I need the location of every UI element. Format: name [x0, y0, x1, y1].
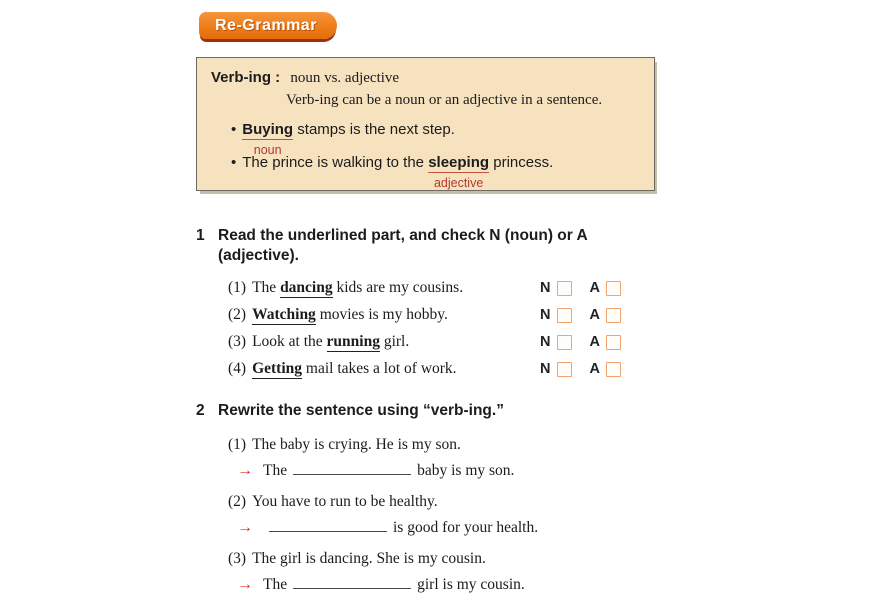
exercise-2-item-3 [228, 549, 656, 595]
adjective-checkbox[interactable] [606, 335, 621, 350]
sentence-post: kids are my cousins. [332, 279, 464, 296]
item-number: (3) [228, 333, 247, 350]
adjective-label: A [589, 334, 600, 350]
noun-checkbox[interactable] [557, 335, 572, 350]
re-grammar-badge [199, 12, 337, 39]
item-sentence [228, 360, 457, 378]
highlighted-word [242, 121, 294, 157]
item-sentence [228, 333, 409, 351]
check-options [540, 280, 621, 296]
item-answer-line [237, 518, 656, 538]
bullet-icon: • [231, 154, 237, 171]
noun-annotation: noun [253, 143, 282, 157]
exercise-2-item-1 [228, 435, 656, 481]
sentence-text: The girl is dancing. She is my cousin. [252, 550, 486, 567]
answer-blank[interactable] [269, 518, 387, 532]
example-text-post: princess. [489, 154, 554, 171]
sentence-post: movies is my hobby. [315, 306, 448, 323]
answer-blank[interactable] [293, 575, 411, 589]
example-text-pre: The prince is walking to the [242, 154, 429, 171]
arrow-icon: → [237, 462, 253, 479]
exercise-1-item-1 [228, 278, 621, 298]
sentence-pre: Look at the [252, 333, 327, 350]
noun-label: N [540, 307, 551, 323]
rule-title: Verb-ing : [211, 69, 281, 86]
underlined-word: dancing [280, 279, 333, 296]
example-noun [231, 120, 640, 157]
noun-label: N [540, 361, 551, 377]
answer-pre: The [263, 462, 288, 479]
highlighted-word [428, 154, 490, 190]
exercise-title: Rewrite the sentence using “verb-ing.” [218, 402, 504, 419]
exercise-title: Read the underlined part, and check N (noun) or A (adjective). [218, 227, 588, 264]
exercise-1-items [228, 278, 621, 379]
sentence-pre: The [252, 279, 281, 296]
item-number: (4) [228, 360, 247, 377]
noun-option [540, 307, 571, 323]
answer-post: baby is my son. [417, 462, 515, 479]
check-options [540, 361, 621, 377]
highlighted-word-text: Buying [242, 121, 294, 138]
answer-post: girl is my cousin. [417, 576, 525, 593]
arrow-icon: → [237, 519, 253, 536]
exercise-number: 2 [196, 402, 205, 419]
adjective-option [590, 334, 621, 350]
sentence-post: mail takes a lot of work. [302, 360, 457, 377]
answer-post: is good for your health. [393, 519, 539, 536]
noun-option [540, 280, 571, 296]
adjective-checkbox[interactable] [606, 308, 621, 323]
adjective-option [590, 280, 621, 296]
rule-box [196, 57, 655, 191]
sentence-post: girl. [379, 333, 410, 350]
sentence-text: You have to run to be healthy. [252, 493, 438, 510]
noun-checkbox[interactable] [557, 362, 572, 377]
bullet-icon: • [231, 121, 237, 138]
answer-blank[interactable] [293, 461, 411, 475]
item-answer-line [237, 575, 656, 595]
adjective-checkbox[interactable] [606, 362, 621, 377]
exercise-1 [196, 226, 656, 386]
arrow-icon: → [237, 576, 253, 593]
item-sentence [228, 279, 463, 297]
underlined-word: Watching [252, 306, 316, 323]
rule-examples [231, 120, 640, 190]
exercise-2-item-2 [228, 492, 656, 538]
check-options [540, 307, 621, 323]
rule-description: Verb-ing can be a noun or an adjective in a sentence. [286, 92, 603, 108]
adjective-label: A [589, 307, 600, 323]
noun-label: N [540, 280, 551, 296]
exercise-1-item-3 [228, 332, 621, 352]
item-number: (2) [228, 306, 247, 323]
exercise-1-item-2 [228, 305, 621, 325]
adjective-option [590, 361, 621, 377]
item-sentence [228, 306, 448, 324]
exercise-1-header [196, 226, 656, 266]
item-number: (3) [228, 550, 247, 567]
adjective-label: A [589, 280, 600, 296]
check-options [540, 334, 621, 350]
item-number: (2) [228, 493, 247, 510]
adjective-checkbox[interactable] [606, 281, 621, 296]
answer-pre: The [263, 576, 288, 593]
exercise-2-items [228, 435, 656, 595]
adjective-option [590, 307, 621, 323]
exercise-2 [196, 401, 656, 606]
noun-option [540, 361, 571, 377]
noun-checkbox[interactable] [557, 308, 572, 323]
noun-checkbox[interactable] [557, 281, 572, 296]
item-answer-line [237, 461, 656, 481]
noun-label: N [540, 334, 551, 350]
rule-title-row [211, 68, 640, 88]
example-adjective [231, 153, 640, 190]
sentence-text: The baby is crying. He is my son. [252, 436, 461, 453]
exercise-number: 1 [196, 227, 205, 244]
exercise-2-header [196, 401, 656, 421]
item-number: (1) [228, 279, 247, 296]
exercise-1-item-4 [228, 359, 621, 379]
example-text-post: stamps is the next step. [293, 121, 455, 138]
rule-subtitle: noun vs. adjective [290, 70, 400, 86]
underlined-word: running [326, 333, 380, 350]
item-sentence [228, 549, 656, 569]
item-sentence [228, 492, 656, 512]
adjective-label: A [589, 361, 600, 377]
badge-label: Re-Grammar [215, 16, 317, 34]
highlighted-word-text: sleeping [428, 154, 490, 171]
adjective-annotation: adjective [433, 176, 484, 190]
noun-option [540, 334, 571, 350]
underlined-word: Getting [252, 360, 303, 377]
item-sentence [228, 435, 656, 455]
item-number: (1) [228, 436, 247, 453]
